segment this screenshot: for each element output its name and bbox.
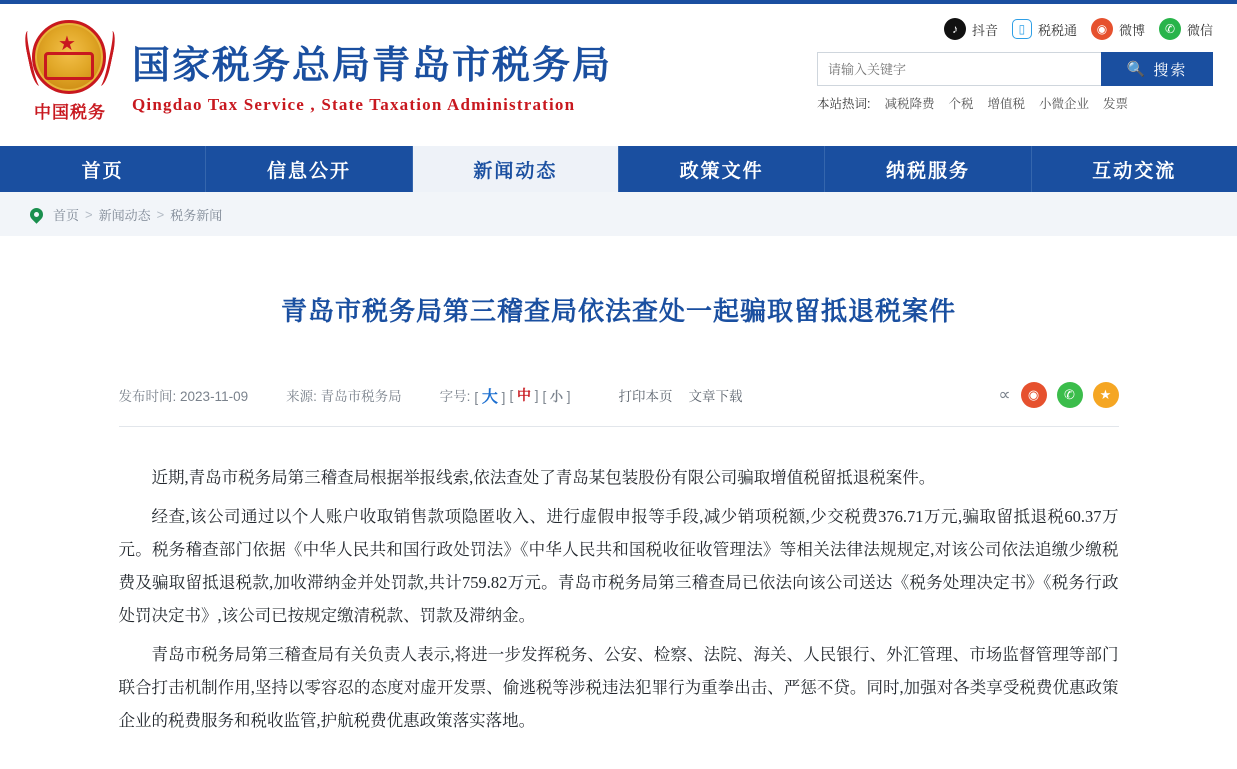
search-input[interactable] — [817, 52, 1101, 86]
header-utilities — [817, 4, 1237, 112]
font-size-small[interactable]: [ 小 ] — [542, 388, 571, 404]
quick-link-label: 抖音 — [971, 22, 998, 38]
nav-item-news[interactable]: 新闻动态 — [413, 146, 619, 192]
tax-emblem-icon: ★ 中国税务 — [24, 18, 116, 126]
quick-links — [817, 18, 1213, 40]
font-size-switcher — [440, 384, 571, 407]
article-source — [286, 385, 402, 405]
quick-link-label: 微博 — [1118, 22, 1145, 38]
source-label: 来源: — [286, 389, 317, 404]
article-body — [119, 461, 1119, 737]
font-size-label: 字号: — [439, 389, 471, 404]
quick-link-app[interactable] — [1012, 19, 1077, 39]
search-button[interactable] — [1101, 52, 1213, 86]
font-size-medium[interactable]: [ 中 ] — [509, 387, 539, 403]
mobile-app-icon: ▯ — [1012, 19, 1032, 39]
article — [119, 236, 1119, 737]
wechat-icon: ✆ — [1159, 18, 1181, 40]
quick-link-weibo[interactable] — [1091, 18, 1145, 40]
breadcrumb-separator: > — [156, 206, 165, 222]
quick-link-label: 税税通 — [1037, 22, 1077, 38]
quick-link-label: 微信 — [1186, 22, 1213, 38]
site-branding — [0, 4, 612, 126]
site-title-block — [132, 29, 612, 115]
weibo-icon[interactable]: ◉ — [1021, 382, 1047, 408]
breadcrumb-separator: > — [85, 206, 93, 222]
breadcrumb-item-news[interactable]: 新闻动态 — [98, 207, 151, 223]
hot-keyword-item[interactable]: 小微企业 — [1039, 97, 1090, 111]
main-navigation — [0, 146, 1237, 192]
breadcrumb — [0, 192, 1237, 236]
breadcrumb-item-home[interactable]: 首页 — [53, 207, 80, 223]
article-paragraph: 近期,青岛市税务局第三稽查局根据举报线索,依法查处了青岛某包装股份有限公司骗取增值税留抵退税案件。 — [151, 468, 936, 487]
article-meta — [119, 382, 1119, 427]
hot-keywords-label: 本站热词: — [817, 97, 871, 111]
share-net-icon[interactable]: ∝ — [998, 385, 1011, 404]
publish-time — [119, 385, 249, 405]
page-title: 青岛市税务局第三稽查局依法查处一起骗取留抵退税案件 — [280, 296, 956, 326]
location-pin-icon — [27, 205, 45, 223]
page-content — [0, 236, 1237, 737]
emblem-label: 中国税务 — [34, 103, 106, 122]
search-icon: 🔍 — [1126, 61, 1148, 78]
quick-link-douyin[interactable] — [944, 18, 998, 40]
hot-keywords — [817, 94, 1213, 112]
search-button-label: 搜索 — [1153, 61, 1188, 79]
article-paragraph: 经查,该公司通过以个人账户收取销售款项隐匿收入、进行虚假申报等手段,减少销项税额,少交税费376.71万元,骗取留抵退税60.37万元。税务稽查部门依据《中华人民共和国行政处罚法》《中华人民共和国税收征收管理法》等相关法律法规规定,对该公司依法追缴少缴税费及骗取留抵退税款,加收滞纳金并处罚款,共计759.82万元。青岛市税务局第三稽查局已依法向该公司送达《税务处理决定书》《税务行政处罚决定书》,该公司已按规定缴清税款、罚款及滞纳金。 — [118, 507, 1119, 625]
share-bar — [998, 382, 1118, 408]
nav-item-home[interactable]: 首页 — [0, 146, 206, 192]
hot-keyword-item[interactable]: 发票 — [1103, 97, 1129, 111]
quick-link-wechat[interactable] — [1159, 18, 1213, 40]
nav-item-information-disclosure[interactable]: 信息公开 — [206, 146, 412, 192]
publish-time-label: 发布时间: — [118, 389, 177, 404]
site-title-en: Qingdao Tax Service , State Taxation Administration — [132, 95, 576, 114]
breadcrumb-item-tax-news[interactable]: 税务新闻 — [170, 207, 223, 223]
search-bar — [817, 52, 1213, 86]
favorite-icon[interactable]: ★ — [1093, 382, 1119, 408]
download-article-button[interactable]: 文章下载 — [688, 389, 743, 404]
nav-item-tax-services[interactable]: 纳税服务 — [825, 146, 1031, 192]
weibo-icon: ◉ — [1091, 18, 1113, 40]
article-actions — [619, 385, 743, 405]
wechat-icon[interactable]: ✆ — [1057, 382, 1083, 408]
site-header — [0, 0, 1237, 146]
article-paragraph: 青岛市税务局第三稽查局有关负责人表示,将进一步发挥税务、公安、检察、法院、海关、人民银行、外汇管理、市场监督管理等部门联合打击机制作用,坚持以零容忍的态度对虚开发票、偷逃税等涉税违法犯罪行为重拳出击、严惩不贷。同时,加强对各类享受税费优惠政策企业的税费服务和税收监管,护航税费优惠政策落实落地。 — [118, 645, 1119, 730]
nav-item-policy-documents[interactable]: 政策文件 — [619, 146, 825, 192]
font-size-large[interactable]: [ 大 ] — [474, 388, 506, 406]
hot-keyword-item[interactable]: 个税 — [948, 97, 974, 111]
site-title-cn: 国家税务总局青岛市税务局 — [132, 45, 613, 87]
nav-item-interaction[interactable]: 互动交流 — [1092, 160, 1177, 182]
douyin-icon: ♪ — [944, 18, 966, 40]
hot-keyword-item[interactable]: 减税降费 — [884, 97, 935, 111]
print-page-button[interactable]: 打印本页 — [618, 389, 673, 404]
source-value: 青岛市税务局 — [320, 389, 402, 404]
publish-time-value: 2023-11-09 — [180, 389, 249, 404]
hot-keyword-item[interactable]: 增值税 — [987, 97, 1026, 111]
